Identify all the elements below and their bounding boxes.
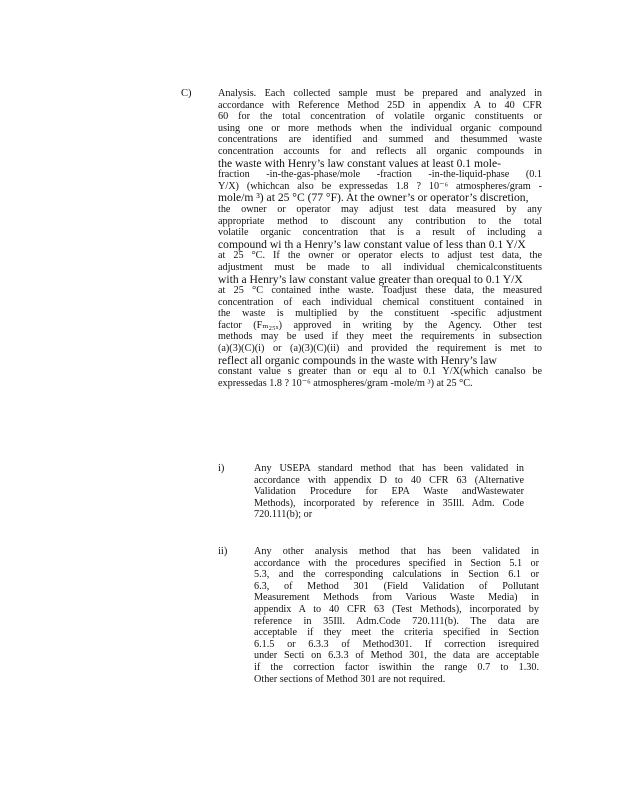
text-line: acceptable if they meet the criteria specified in Section	[254, 627, 539, 639]
text-line: with a Henry’s law constant value greater than orequal to 0.1 Y/X	[218, 272, 523, 286]
text-line: volatile organic concentration that is a result of including a	[218, 227, 542, 239]
text-line: 5.3, and the corresponding calculations in Section 6.1 or	[254, 569, 539, 581]
text-line: 6.1.5 or 6.3.3 of Method301. If correction isrequired	[254, 638, 539, 650]
text-line: compound wi th a Henry’s law constant value of less than 0.1 Y/X	[218, 237, 526, 251]
text-line: adjustment must be made to all individual chemicalconstituents	[218, 261, 542, 273]
section-c-label: C)	[181, 88, 192, 99]
text-line: appropriate method to discount any contribution to the total	[218, 215, 542, 227]
text-line: Y/X) (whichcan also be expressedas 1.8 ? 10⁻⁶ atmospheres/gram -	[218, 180, 542, 192]
text-line: 60 for the total concentration of volatile organic constituents or	[218, 111, 542, 123]
text-line: at 25 °C contained inthe waste. Toadjust these data, the measured	[218, 285, 542, 297]
text-line: fraction -in-the-gas-phase/mole -fraction -in-the-liquid-phase (0.1	[218, 169, 542, 181]
text-line: concentration of each individual chemical constituent contained in	[218, 296, 542, 308]
subsection-i-label: i)	[218, 463, 225, 474]
text-line: (a)(3)(C)(i) or (a)(3)(C)(ii) and provided the requirement is met to	[218, 343, 542, 355]
text-line: expressedas 1.8 ? 10⁻⁶ atmospheres/gram -mole/m ³) at 25 °C.	[218, 377, 473, 389]
text-line: if the correction factor iswithin the range 0.7 to 1.30.	[254, 661, 539, 673]
text-line: the owner or operator may adjust test data measured by any	[218, 203, 542, 215]
text-line: the waste with Henry’s law constant values at least 0.1 mole-	[218, 156, 502, 170]
text-line: Measurement Methods from Various Waste Media) in	[254, 592, 539, 604]
text-line: concentration accounts for and reflects all organic compounds in	[218, 145, 542, 157]
text-line: accordance with the procedures specified in Section 5.1 or	[254, 557, 539, 569]
text-line: 720.111(b); or	[254, 509, 313, 521]
subsection-ii-label: ii)	[218, 546, 228, 557]
text-line: concentrations are identified and summed and thesummed waste	[218, 134, 542, 146]
text-line: accordance with appendix D to 40 CFR 63 (Alternative	[254, 474, 524, 486]
section-c-body	[218, 88, 542, 389]
text-line: using one or more methods when the individual organic compound	[218, 122, 542, 134]
text-line: reference in 35Ill. Adm.Code 720.111(b). The data are	[254, 615, 539, 627]
text-line: appendix A to 40 CFR 63 (Test Methods), incorporated by	[254, 603, 539, 615]
text-line: accordance with Reference Method 25D in appendix A to 40 CFR	[218, 99, 542, 111]
text-line: the waste is multiplied by the constituent -specific adjustment	[218, 308, 542, 320]
subsection-ii-body	[254, 546, 539, 685]
text-line: Any other analysis method that has been validated in	[254, 546, 539, 557]
text-line: 6.3, of Method 301 (Field Validation of Pollutant	[254, 580, 539, 592]
text-line: at 25 °C. If the owner or operator elects to adjust test data, the	[218, 250, 542, 262]
text-line: Analysis. Each collected sample must be prepared and analyzed in	[218, 88, 542, 99]
text-line: Any USEPA standard method that has been validated in	[254, 463, 524, 474]
text-line: mole/m ³) at 25 °C (77 °F). At the owner’s or operator’s discretion,	[218, 191, 529, 205]
subsection-i-body	[254, 463, 524, 521]
text-line: reflect all organic compounds in the waste with Henry’s law	[218, 353, 497, 367]
text-line: constant value s greater than or equ al to 0.1 Y/X(which canalso be	[218, 366, 542, 378]
text-line: Validation Procedure for EPA Waste andWastewater	[254, 486, 524, 498]
text-line: Methods), incorporated by reference in 35Ill. Adm. Code	[254, 497, 524, 509]
text-line: under Secti on 6.3.3 of Method 301, the data are acceptable	[254, 650, 539, 662]
text-line: methods may be used if they meet the requirements in subsection	[218, 331, 542, 343]
text-line: factor (Fₘ₂₅ₓ) approved in writing by the Agency. Other test	[218, 319, 542, 331]
text-line: Other sections of Method 301 are not required.	[254, 673, 446, 685]
